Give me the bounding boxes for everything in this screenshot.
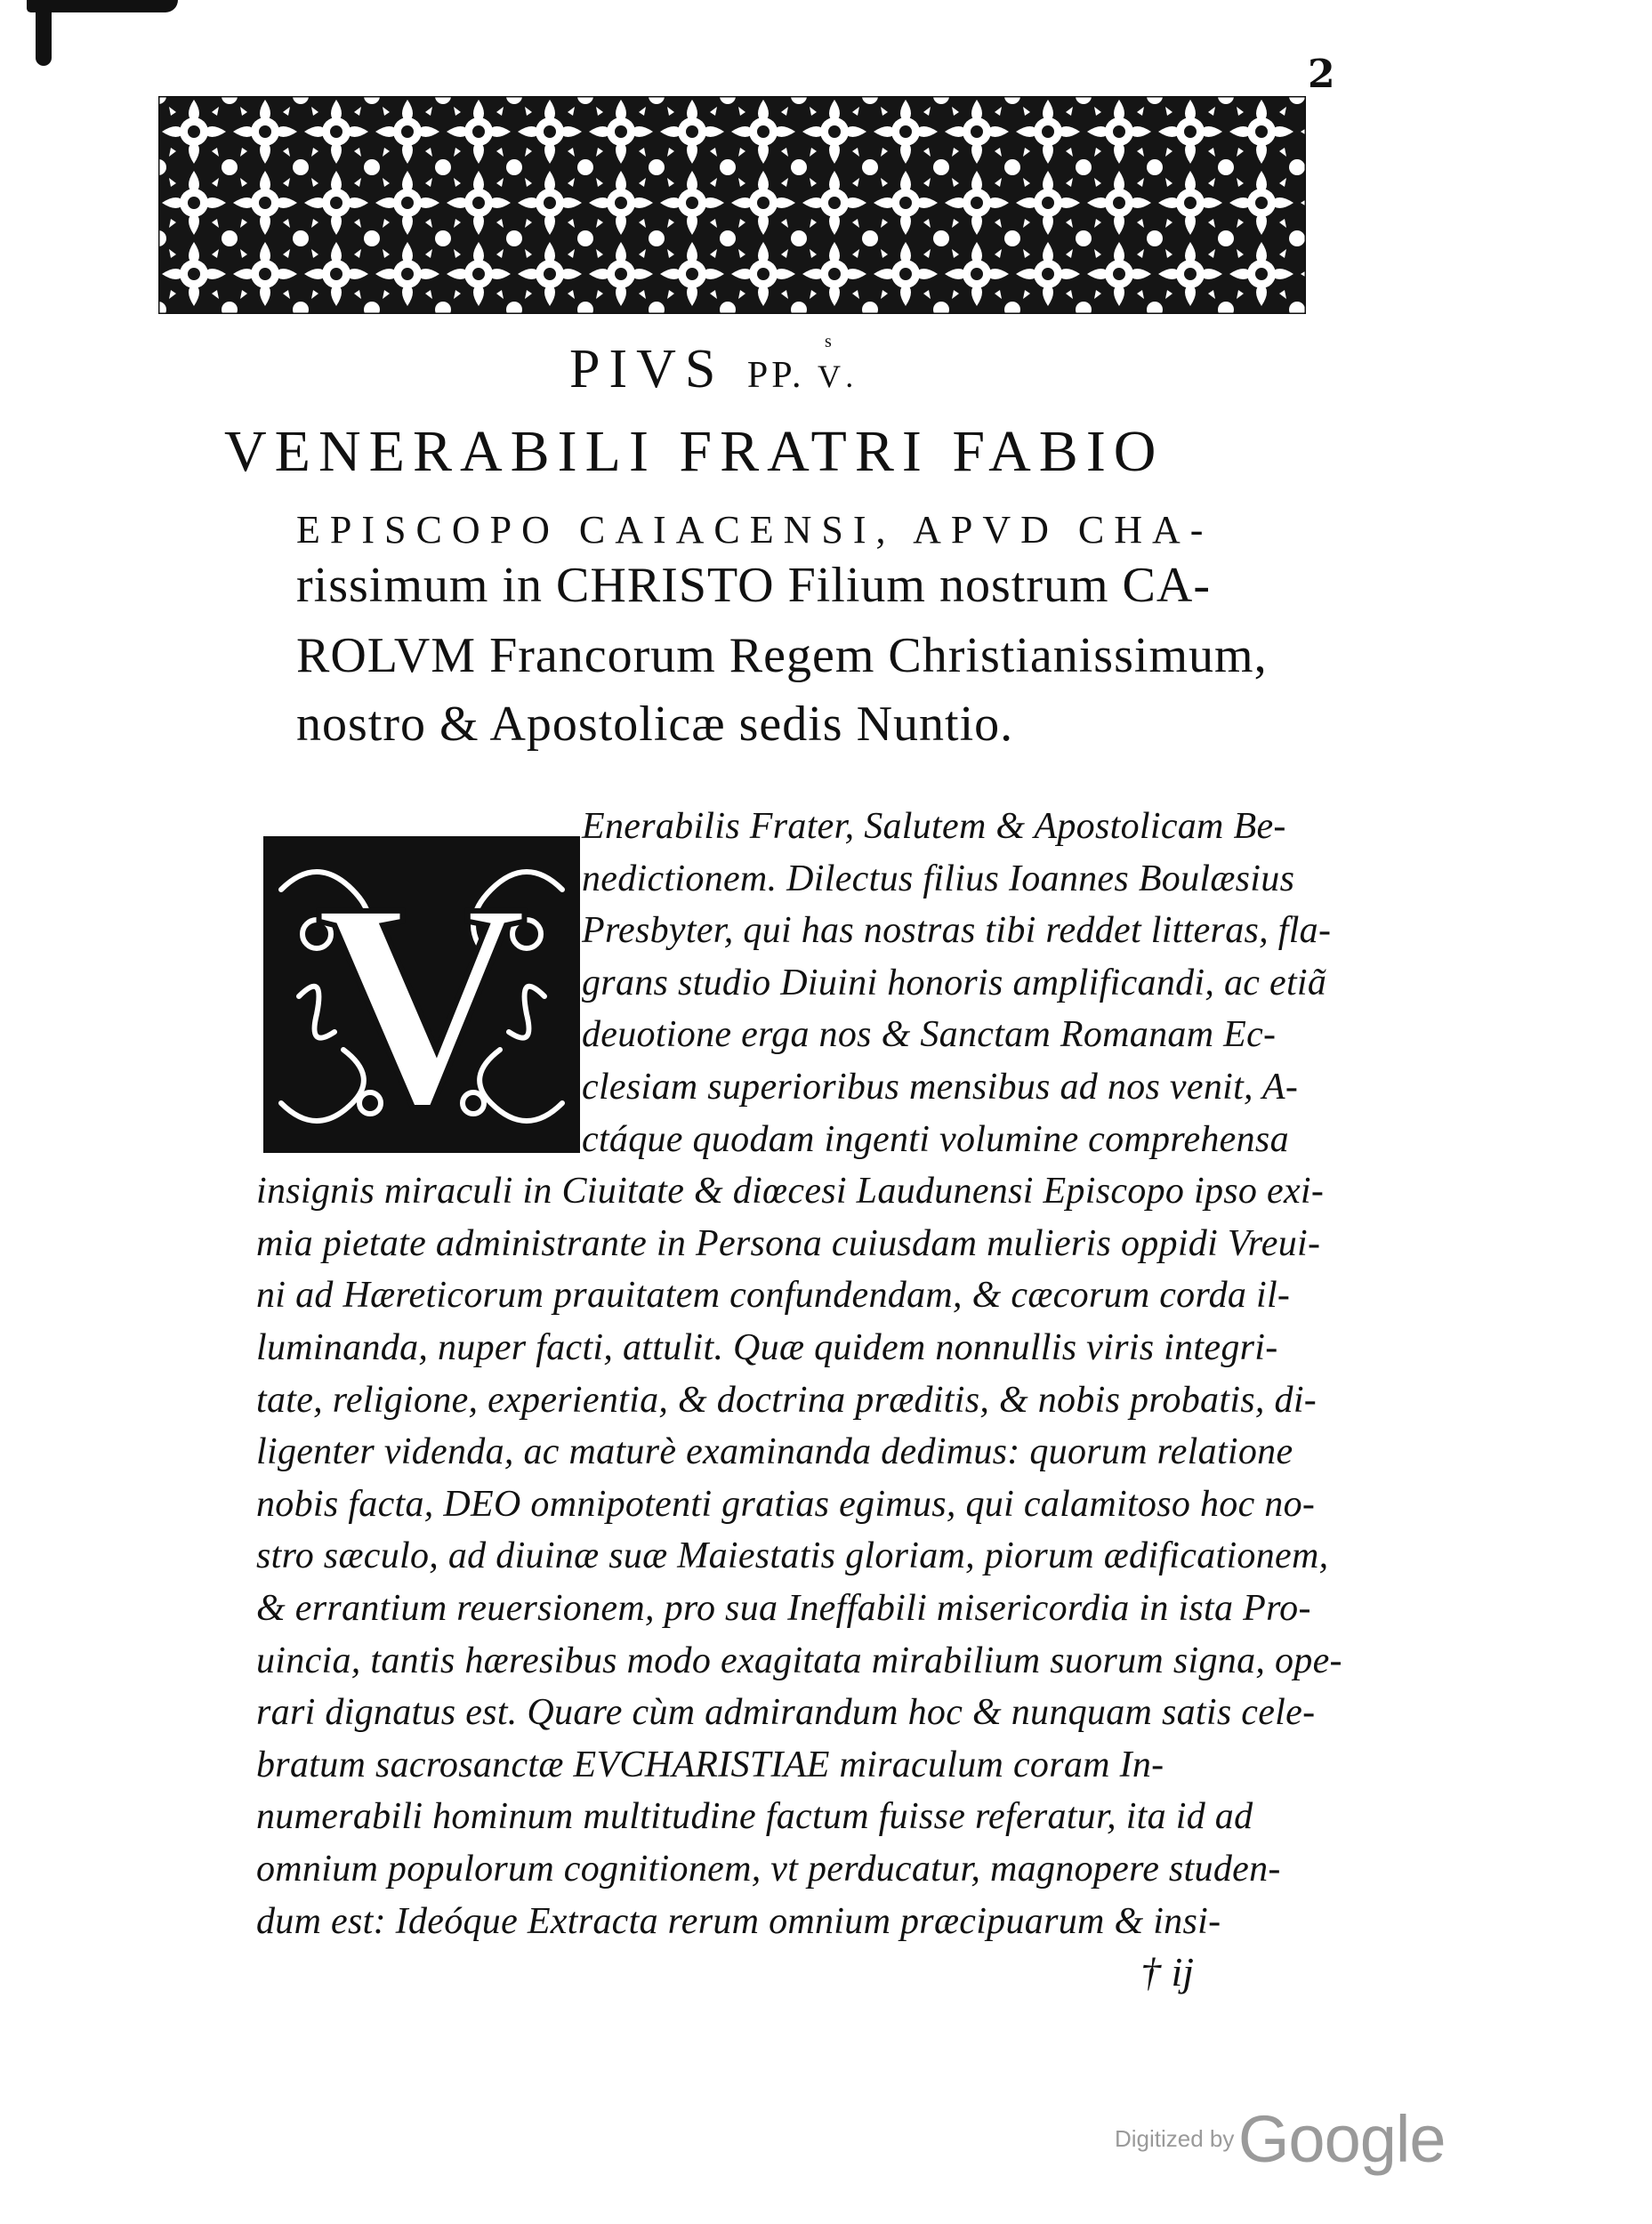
body-line: insignis miraculi in Ciuitate & diœcesi Laudunensi Episcopo ipso exi- xyxy=(256,1171,1325,1213)
body-line: omnium populorum cognitionem, vt perducatur, magnopere studen- xyxy=(256,1849,1281,1890)
digitized-watermark xyxy=(1115,2101,1445,2177)
heading-pius-v-text: V. xyxy=(817,359,863,394)
ornament-band xyxy=(158,96,1306,314)
digitized-prefix: Digitized by xyxy=(1115,2125,1235,2152)
body-line: ctáque quodam ingenti volumine comprehensa xyxy=(582,1118,1289,1160)
body-line: uincia, tantis hæresibus modo exagitata mirabilium suorum signa, ope- xyxy=(256,1640,1342,1681)
body-line: grans studio Diuini honoris amplificandi, ac etiã xyxy=(582,962,1327,1003)
catchword: † ij xyxy=(1140,1949,1195,1994)
body-line: & errantium reuersionem, pro sua Ineffabili misericordia in ista Pro- xyxy=(256,1588,1311,1629)
decorated-initial xyxy=(263,836,580,1153)
page-number: 2 xyxy=(1308,52,1335,97)
body-line: nobis facta, DEO omnipotenti gratias egimus, qui calamitoso hoc no- xyxy=(256,1483,1316,1525)
body-line: rari dignatus est. Quare cùm admirandum hoc & nunquam satis cele- xyxy=(256,1692,1316,1734)
heading-line-2: EPISCOPO CAIACENSI, APVD CHA- xyxy=(296,508,1213,552)
heading-line-3: rissimum in CHRISTO Filium nostrum CA- xyxy=(296,558,1211,613)
initial-letter: V xyxy=(315,842,528,1153)
body-line: bratum sacrosanctæ EVCHARISTIAE miraculum coram In- xyxy=(256,1744,1164,1785)
heading-pius-v xyxy=(817,332,863,394)
heading-line-1: VENERABILI FRATRI FABIO xyxy=(224,419,1164,484)
body-line: luminanda, nuper facti, attulit. Quæ quidem nonnullis viris integri- xyxy=(256,1327,1278,1368)
heading-pius xyxy=(569,332,863,401)
google-logo: Google xyxy=(1237,2102,1446,2176)
ink-smudge-left xyxy=(36,12,52,66)
body-line: mia pietate administrante in Persona cuiusdam mulieris oppidi Vreui- xyxy=(256,1222,1321,1264)
body-line: ligenter videnda, ac maturè examinanda dedimus: quorum relatione xyxy=(256,1431,1293,1473)
body-line: Presbyter, qui has nostras tibi reddet litteras, fla- xyxy=(582,910,1332,952)
body-line: numerabili hominum multitudine factum fuisse referatur, ita id ad xyxy=(256,1796,1253,1838)
heading-line-4: ROLVM Francorum Regem Christianissimum, xyxy=(296,628,1268,683)
body-line: nedictionem. Dilectus filius Ioannes Boulæsius xyxy=(582,858,1295,899)
body-line: dum est: Ideóque Extracta rerum omnium præcipuarum & insi- xyxy=(256,1900,1221,1942)
body-line: ni ad Hæreticorum prauitatem confundendam, & cæcorum corda il- xyxy=(256,1275,1291,1317)
body-line: clesiam superioribus mensibus ad nos venit, A- xyxy=(582,1067,1299,1108)
body-line: Enerabilis Frater, Salutem & Apostolicam Be- xyxy=(582,806,1286,847)
body-line: stro sæculo, ad diuinæ suæ Maiestatis gloriam, piorum ædificationem, xyxy=(256,1535,1329,1577)
heading-line-5: nostro & Apostolicæ sedis Nuntio. xyxy=(296,697,1014,752)
ink-smudge-top xyxy=(27,0,178,12)
heading-pius-main: PIVS xyxy=(569,339,747,399)
heading-pius-pp: PP. xyxy=(746,355,818,396)
body-line: tate, religione, experientia, & doctrina præditis, & nobis probatis, di- xyxy=(256,1379,1318,1421)
body-line: deuotione erga nos & Sanctam Romanam Ec- xyxy=(582,1014,1277,1056)
heading-pius-sup: s xyxy=(824,332,841,351)
